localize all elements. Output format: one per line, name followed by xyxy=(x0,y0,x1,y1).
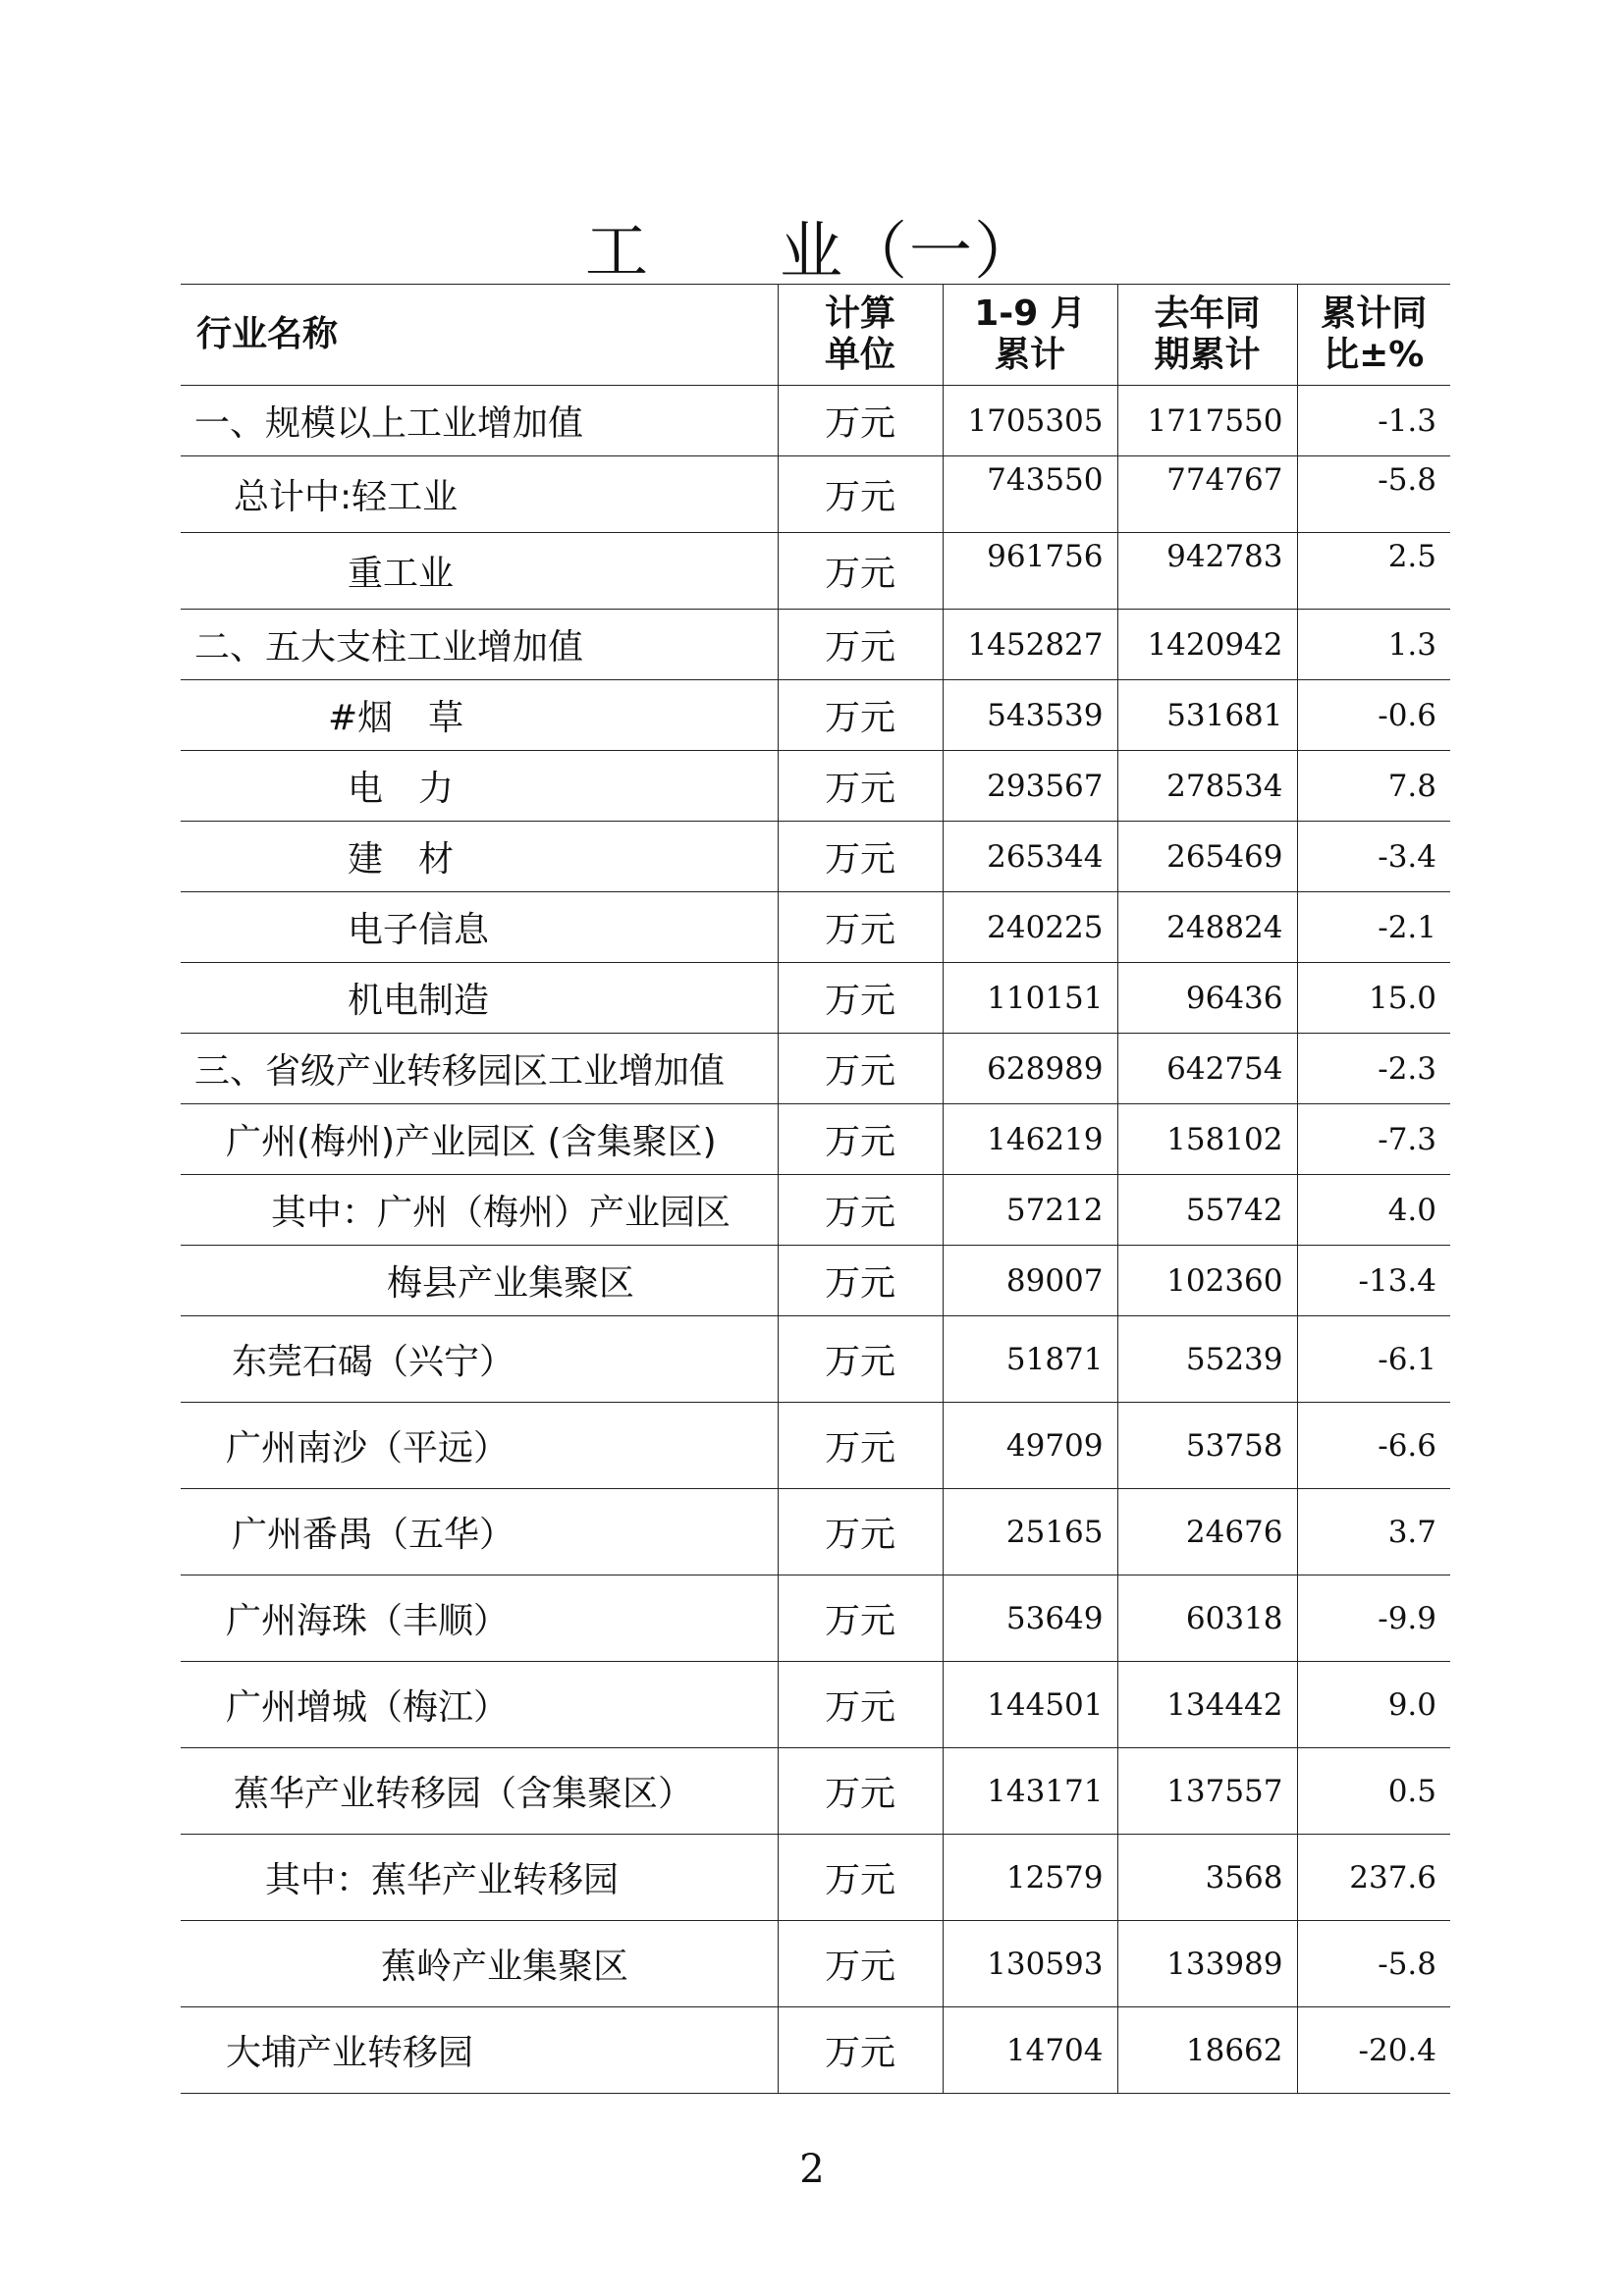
table-row xyxy=(181,680,1450,751)
row-name: 广州(梅州)产业园区 (含集聚区) xyxy=(181,1104,778,1175)
row-previous: 18662 xyxy=(1117,2007,1297,2094)
header-previous-cumulative xyxy=(1117,285,1297,386)
row-current: 143171 xyxy=(943,1748,1117,1835)
row-unit: 万元 xyxy=(778,1921,943,2007)
row-previous: 248824 xyxy=(1117,892,1297,963)
row-yoy: -6.6 xyxy=(1297,1403,1450,1489)
row-yoy: -9.9 xyxy=(1297,1575,1450,1662)
row-current: 49709 xyxy=(943,1403,1117,1489)
row-yoy: -1.3 xyxy=(1297,386,1450,456)
table-row xyxy=(181,822,1450,892)
row-name: 蕉岭产业集聚区 xyxy=(181,1921,778,2007)
header-yoy-line2: 比±% xyxy=(1324,335,1425,375)
row-current: 240225 xyxy=(943,892,1117,963)
table-row xyxy=(181,892,1450,963)
row-yoy: -7.3 xyxy=(1297,1104,1450,1175)
row-unit: 万元 xyxy=(778,610,943,680)
row-unit: 万元 xyxy=(778,1403,943,1489)
row-name: 广州增城（梅江） xyxy=(181,1662,778,1748)
table-row xyxy=(181,1835,1450,1921)
row-unit: 万元 xyxy=(778,1104,943,1175)
row-previous: 133989 xyxy=(1117,1921,1297,2007)
row-yoy: -3.4 xyxy=(1297,822,1450,892)
row-previous: 96436 xyxy=(1117,963,1297,1034)
row-previous: 53758 xyxy=(1117,1403,1297,1489)
row-current: 743550 xyxy=(943,456,1117,533)
row-unit: 万元 xyxy=(778,1575,943,1662)
row-name: 东莞石碣（兴宁） xyxy=(181,1316,778,1403)
row-current: 265344 xyxy=(943,822,1117,892)
row-current: 53649 xyxy=(943,1575,1117,1662)
row-unit: 万元 xyxy=(778,1034,943,1104)
row-name: 三、省级产业转移园区工业增加值 xyxy=(181,1034,778,1104)
row-unit: 万元 xyxy=(778,1175,943,1246)
header-previous-line2: 期累计 xyxy=(1154,335,1261,375)
row-yoy: 15.0 xyxy=(1297,963,1450,1034)
row-name: 机电制造 xyxy=(181,963,778,1034)
row-name: 其中：广州（梅州）产业园区 xyxy=(181,1175,778,1246)
row-name: 大埔产业转移园 xyxy=(181,2007,778,2094)
row-yoy: -13.4 xyxy=(1297,1246,1450,1316)
row-unit: 万元 xyxy=(778,456,943,533)
row-current: 1705305 xyxy=(943,386,1117,456)
row-name: 二、五大支柱工业增加值 xyxy=(181,610,778,680)
row-current: 57212 xyxy=(943,1175,1117,1246)
header-unit-line2: 单位 xyxy=(824,335,895,375)
row-yoy: 237.6 xyxy=(1297,1835,1450,1921)
table-row xyxy=(181,1403,1450,1489)
row-current: 25165 xyxy=(943,1489,1117,1575)
table-row xyxy=(181,1575,1450,1662)
row-previous: 60318 xyxy=(1117,1575,1297,1662)
row-name: 电子信息 xyxy=(181,892,778,963)
row-previous: 3568 xyxy=(1117,1835,1297,1921)
row-unit: 万元 xyxy=(778,2007,943,2094)
table-row xyxy=(181,1316,1450,1403)
header-unit-line1: 计算 xyxy=(824,294,895,334)
row-name: 广州南沙（平远） xyxy=(181,1403,778,1489)
table-row xyxy=(181,610,1450,680)
row-unit: 万元 xyxy=(778,1835,943,1921)
table-row xyxy=(181,456,1450,533)
row-current: 12579 xyxy=(943,1835,1117,1921)
row-yoy: 4.0 xyxy=(1297,1175,1450,1246)
table-row xyxy=(181,1662,1450,1748)
header-yoy-percent xyxy=(1297,285,1450,386)
row-name: 一、规模以上工业增加值 xyxy=(181,386,778,456)
row-current: 144501 xyxy=(943,1662,1117,1748)
row-unit: 万元 xyxy=(778,822,943,892)
row-unit: 万元 xyxy=(778,533,943,610)
row-name: 其中：蕉华产业转移园 xyxy=(181,1835,778,1921)
row-current: 293567 xyxy=(943,751,1117,822)
row-unit: 万元 xyxy=(778,680,943,751)
row-previous: 55742 xyxy=(1117,1175,1297,1246)
row-current: 14704 xyxy=(943,2007,1117,2094)
row-yoy: 2.5 xyxy=(1297,533,1450,610)
row-previous: 942783 xyxy=(1117,533,1297,610)
row-unit: 万元 xyxy=(778,751,943,822)
header-yoy-line1: 累计同 xyxy=(1321,294,1428,334)
row-name: 梅县产业集聚区 xyxy=(181,1246,778,1316)
row-previous: 158102 xyxy=(1117,1104,1297,1175)
table-row xyxy=(181,1246,1450,1316)
row-unit: 万元 xyxy=(778,1662,943,1748)
row-name: #烟 草 xyxy=(181,680,778,751)
row-yoy: -20.4 xyxy=(1297,2007,1450,2094)
header-previous-line1: 去年同 xyxy=(1154,294,1261,334)
header-current-line1: 1-9 月 xyxy=(974,294,1086,334)
row-previous: 531681 xyxy=(1117,680,1297,751)
table-row xyxy=(181,1104,1450,1175)
row-yoy: 3.7 xyxy=(1297,1489,1450,1575)
row-current: 628989 xyxy=(943,1034,1117,1104)
row-yoy: -2.3 xyxy=(1297,1034,1450,1104)
row-yoy: 0.5 xyxy=(1297,1748,1450,1835)
row-yoy: -5.8 xyxy=(1297,456,1450,533)
row-unit: 万元 xyxy=(778,1748,943,1835)
row-current: 51871 xyxy=(943,1316,1117,1403)
row-name: 蕉华产业转移园（含集聚区） xyxy=(181,1748,778,1835)
row-name: 电 力 xyxy=(181,751,778,822)
row-previous: 278534 xyxy=(1117,751,1297,822)
row-current: 146219 xyxy=(943,1104,1117,1175)
row-yoy: 9.0 xyxy=(1297,1662,1450,1748)
page-number: 2 xyxy=(799,2147,825,2192)
table-row xyxy=(181,963,1450,1034)
row-current: 130593 xyxy=(943,1921,1117,2007)
row-name: 建 材 xyxy=(181,822,778,892)
header-current-cumulative xyxy=(943,285,1117,386)
row-current: 110151 xyxy=(943,963,1117,1034)
row-previous: 265469 xyxy=(1117,822,1297,892)
row-unit: 万元 xyxy=(778,1246,943,1316)
row-current: 543539 xyxy=(943,680,1117,751)
table-row xyxy=(181,1175,1450,1246)
header-unit xyxy=(778,285,943,386)
table-row xyxy=(181,1034,1450,1104)
row-previous: 134442 xyxy=(1117,1662,1297,1748)
table-header-row xyxy=(181,285,1450,386)
page-title: 工 业（一） xyxy=(585,216,1039,289)
row-unit: 万元 xyxy=(778,1316,943,1403)
table-row xyxy=(181,1921,1450,2007)
row-yoy: -6.1 xyxy=(1297,1316,1450,1403)
row-unit: 万元 xyxy=(778,892,943,963)
table-row xyxy=(181,1748,1450,1835)
header-industry-name: 行业名称 xyxy=(181,285,778,386)
row-unit: 万元 xyxy=(778,963,943,1034)
table-row xyxy=(181,386,1450,456)
row-previous: 774767 xyxy=(1117,456,1297,533)
row-yoy: -5.8 xyxy=(1297,1921,1450,2007)
row-yoy: 7.8 xyxy=(1297,751,1450,822)
row-previous: 102360 xyxy=(1117,1246,1297,1316)
table-row xyxy=(181,2007,1450,2094)
row-previous: 55239 xyxy=(1117,1316,1297,1403)
table-row xyxy=(181,1489,1450,1575)
row-previous: 137557 xyxy=(1117,1748,1297,1835)
row-previous: 642754 xyxy=(1117,1034,1297,1104)
row-previous: 1717550 xyxy=(1117,386,1297,456)
table-row xyxy=(181,751,1450,822)
row-yoy: 1.3 xyxy=(1297,610,1450,680)
row-current: 89007 xyxy=(943,1246,1117,1316)
table-row xyxy=(181,533,1450,610)
row-previous: 1420942 xyxy=(1117,610,1297,680)
row-previous: 24676 xyxy=(1117,1489,1297,1575)
row-current: 1452827 xyxy=(943,610,1117,680)
row-current: 961756 xyxy=(943,533,1117,610)
row-yoy: -0.6 xyxy=(1297,680,1450,751)
row-name: 重工业 xyxy=(181,533,778,610)
row-unit: 万元 xyxy=(778,386,943,456)
row-yoy: -2.1 xyxy=(1297,892,1450,963)
industry-table xyxy=(181,284,1450,2094)
row-name: 广州海珠（丰顺） xyxy=(181,1575,778,1662)
row-unit: 万元 xyxy=(778,1489,943,1575)
header-current-line2: 累计 xyxy=(994,335,1065,375)
row-name: 总计中:轻工业 xyxy=(181,456,778,533)
row-name: 广州番禺（五华） xyxy=(181,1489,778,1575)
